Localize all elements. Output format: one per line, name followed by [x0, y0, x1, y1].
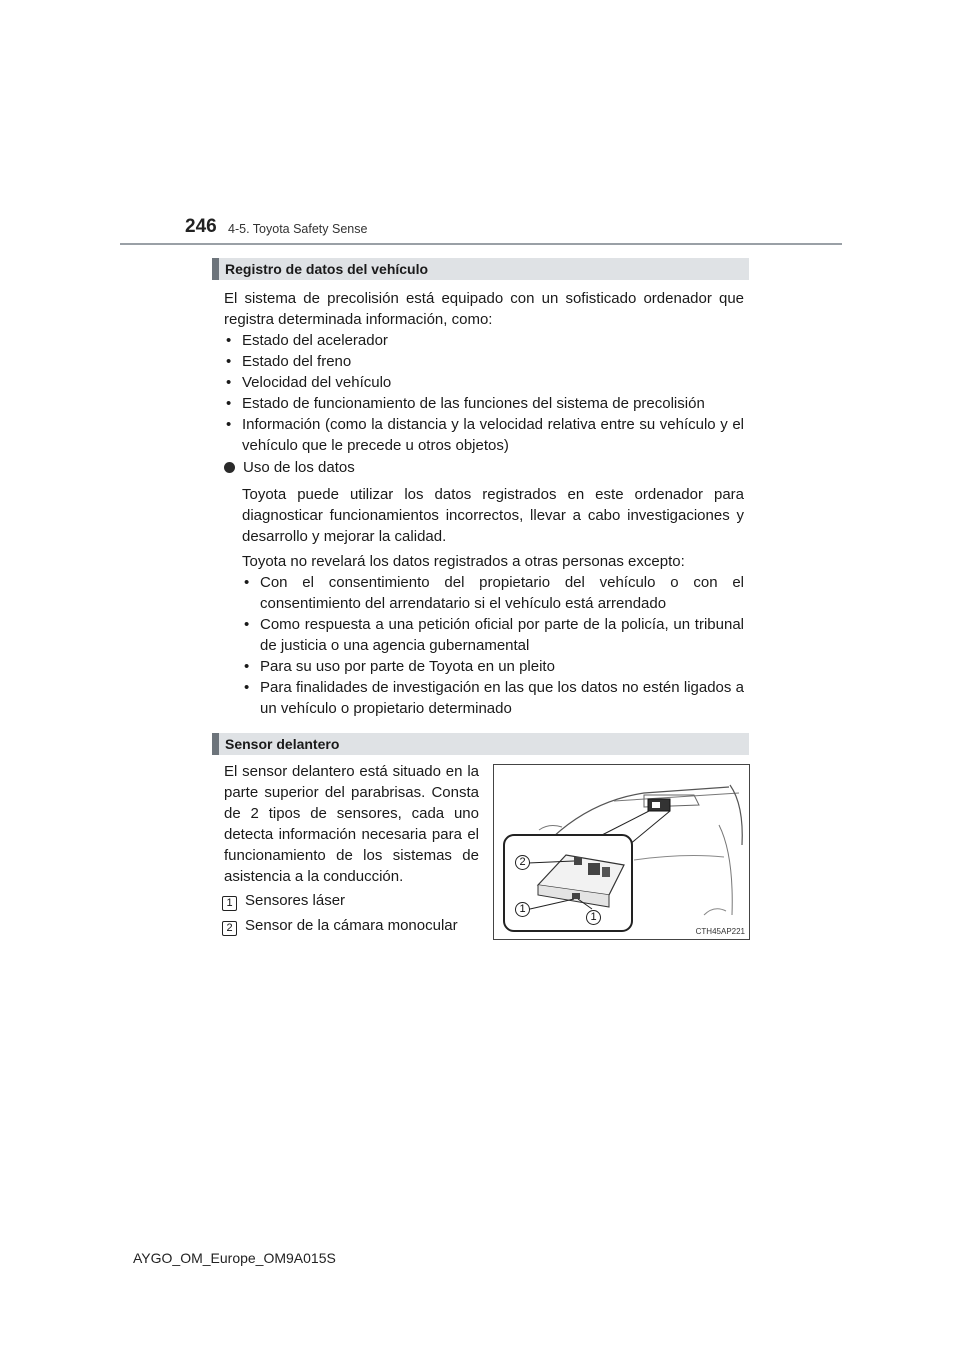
list-item: • Con el consentimiento del propietario del vehículo o con el consentimiento del arrendatario si el vehículo está arrendado: [242, 572, 744, 614]
callout-number: 2: [515, 855, 530, 870]
legend-number-badge: 1: [222, 896, 237, 911]
footer-doc-code: AYGO_OM_Europe_OM9A015S: [133, 1250, 336, 1266]
callout-number: 1: [515, 902, 530, 917]
legend-label: Sensor de la cámara monocular: [245, 917, 458, 934]
figure-code: CTH45AP221: [695, 927, 745, 936]
section-title-front-sensor: Sensor delantero: [212, 733, 749, 755]
exceptions-list: [242, 572, 744, 719]
list-item: • Estado del freno: [224, 351, 744, 372]
callout-number: 1: [586, 910, 601, 925]
recorded-info-list: [224, 330, 744, 456]
page-number: 246: [185, 216, 217, 237]
filled-circle-icon: [224, 462, 235, 473]
windshield-sensor-illustration: [494, 765, 749, 939]
list-item: • Estado del acelerador: [224, 330, 744, 351]
data-use-paragraph: Toyota puede utilizar los datos registrados en este ordenador para diagnosticar funcionamientos incorrectos, llevar a cabo investigaciones y desarrollo y mejorar la calidad.: [242, 486, 744, 545]
section-path: 4-5. Toyota Safety Sense: [228, 222, 368, 236]
disclosure-paragraph: Toyota no revelará los datos registrados a otras personas excepto:: [242, 553, 685, 570]
legend-number-badge: 2: [222, 921, 237, 936]
list-item: • Velocidad del vehículo: [224, 372, 744, 393]
front-sensor-figure: [493, 764, 750, 940]
list-item: • Para finalidades de investigación en las que los datos no estén ligados a un vehículo o propietario determinado: [242, 677, 744, 719]
data-use-heading: [224, 457, 355, 478]
header-rule: [120, 243, 842, 245]
intro-paragraph: El sistema de precolisión está equipado con un sofisticado ordenador que registra determinada información, como:: [224, 290, 744, 328]
legend-label: Sensores láser: [245, 892, 346, 909]
list-item: • Como respuesta a una petición oficial por parte de la policía, un tribunal de justicia o una agencia gubernamental: [242, 614, 744, 656]
list-item: • Para su uso por parte de Toyota en un pleito: [242, 656, 744, 677]
list-item: • Información (como la distancia y la velocidad relativa entre su vehículo y el vehículo que le precede u otros objetos): [224, 414, 744, 456]
legend-item-1: [222, 890, 345, 911]
data-use-heading-text: Uso de los datos: [243, 459, 355, 476]
list-item: • Estado de funcionamiento de las funciones del sistema de precolisión: [224, 393, 744, 414]
section-title-vehicle-data: Registro de datos del vehículo: [212, 258, 749, 280]
sensor-description: El sensor delantero está situado en la parte superior del parabrisas. Consta de 2 tipos de sensores, cada uno detecta información necesaria para el funcionamiento de los sistemas de asistencia a la conducción.: [224, 763, 479, 885]
legend-item-2: [222, 915, 458, 936]
